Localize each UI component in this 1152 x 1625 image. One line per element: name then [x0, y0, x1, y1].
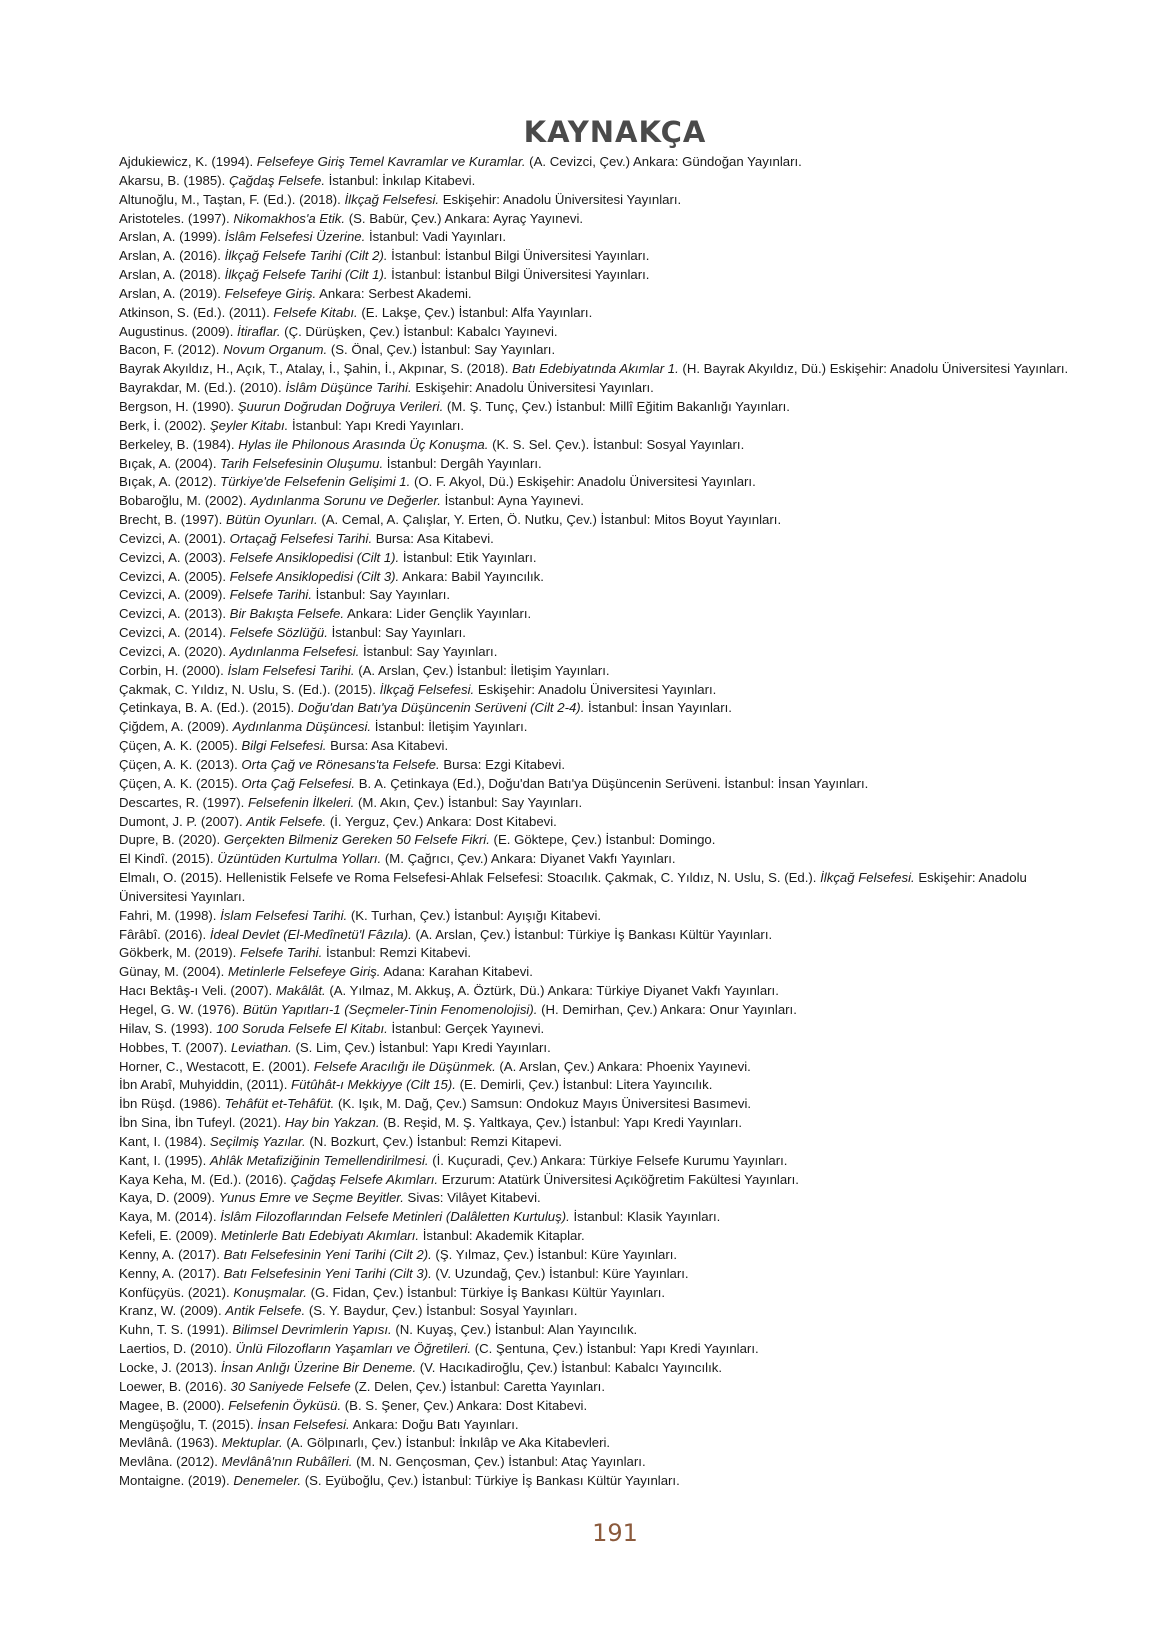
reference-entry	[119, 1076, 1079, 1095]
reference-entry	[119, 1114, 1079, 1133]
reference-author-year: Kaya, M. (2014).	[119, 1209, 221, 1225]
reference-publisher: (K. Turhan, Çev.) İstanbul: Ayışığı Kitabevi.	[347, 907, 602, 923]
reference-author-year: Bacon, F. (2012).	[119, 342, 224, 358]
reference-entry	[119, 1321, 1079, 1340]
reference-entry	[119, 568, 1079, 587]
reference-publisher: İstanbul: Say Yayınları.	[327, 625, 466, 641]
reference-entry	[119, 831, 1079, 850]
reference-publisher: (N. Bozkurt, Çev.) İstanbul: Remzi Kitapevi.	[305, 1133, 562, 1149]
reference-entry	[119, 417, 1079, 436]
reference-author-year: Kenny, A. (2017).	[119, 1246, 224, 1262]
reference-entry	[119, 172, 1079, 191]
reference-title: Felsefe Ansiklopedisi (Cilt 1).	[229, 549, 400, 565]
reference-entry	[119, 153, 1079, 172]
reference-entry	[119, 907, 1079, 926]
reference-title: Batı Edebiyatında Akımlar 1.	[512, 361, 679, 377]
reference-title: Bütün Yapıtları-1 (Seçmeler-Tinin Fenomenolojisi).	[242, 1001, 538, 1017]
reference-author-year: Bıçak, A. (2012).	[119, 474, 221, 490]
reference-author-year: Arslan, A. (2016).	[119, 248, 225, 264]
reference-entry	[119, 1095, 1079, 1114]
reference-entry	[119, 360, 1079, 379]
reference-title: Leviathan.	[230, 1039, 292, 1055]
reference-title: Denemeler.	[233, 1473, 302, 1489]
reference-title: Konuşmalar.	[233, 1284, 307, 1300]
reference-author-year: Bıçak, A. (2004).	[119, 455, 221, 471]
reference-author-year: Aristoteles. (1997).	[119, 210, 234, 226]
reference-entry	[119, 1302, 1079, 1321]
reference-author-year: Atkinson, S. (Ed.). (2011).	[119, 304, 274, 320]
reference-title: Batı Felsefesinin Yeni Tarihi (Cilt 3).	[223, 1265, 432, 1281]
reference-author-year: Loewer, B. (2016).	[119, 1378, 231, 1394]
reference-publisher: Ankara: Babil Yayıncılık.	[399, 568, 544, 584]
reference-entry	[119, 1453, 1079, 1472]
reference-title: Aydınlanma Felsefesi.	[229, 643, 360, 659]
reference-entry	[119, 285, 1079, 304]
reference-publisher: (Ş. Yılmaz, Çev.) İstanbul: Küre Yayınları.	[431, 1246, 678, 1262]
reference-publisher: İstanbul: İstanbul Bilgi Üniversitesi Yayınları.	[387, 248, 650, 264]
reference-publisher: (A. Cemal, A. Çalışlar, Y. Erten, Ö. Nutku, Çev.) İstanbul: Mitos Boyut Yayınları.	[317, 512, 782, 528]
reference-title: Felsefe Sözlüğü.	[229, 625, 328, 641]
reference-entry	[119, 1020, 1079, 1039]
reference-title: Felsefe Tarihi.	[239, 945, 323, 961]
reference-publisher: İstanbul: Say Yayınları.	[312, 587, 451, 603]
reference-publisher: (C. Şentuna, Çev.) İstanbul: Yapı Kredi Yayınları.	[471, 1341, 759, 1357]
reference-title: Şeyler Kitabı.	[209, 417, 289, 433]
reference-author-year: Dupre, B. (2020).	[119, 832, 224, 848]
reference-author-year: Berk, İ. (2002).	[119, 417, 210, 433]
reference-author-year: Mevlâna. (2012).	[119, 1454, 222, 1470]
reference-entry	[119, 756, 1079, 775]
reference-entry	[119, 737, 1079, 756]
reference-list	[119, 153, 1079, 1491]
reference-publisher: (K. S. Sel. Çev.). İstanbul: Sosyal Yayınları.	[488, 436, 745, 452]
reference-publisher: (İ. Kuçuradi, Çev.) Ankara: Türkiye Felsefe Kurumu Yayınları.	[428, 1152, 788, 1168]
reference-entry	[119, 511, 1079, 530]
reference-title: Novum Organum.	[223, 342, 328, 358]
reference-title: İlkçağ Felsefesi.	[820, 870, 915, 886]
reference-entry	[119, 1208, 1079, 1227]
reference-title: İslam Felsefesi Tarihi.	[220, 907, 348, 923]
reference-publisher: (V. Uzundağ, Çev.) İstanbul: Küre Yayınları.	[431, 1265, 689, 1281]
reference-entry	[119, 813, 1079, 832]
reference-publisher: (S. Önal, Çev.) İstanbul: Say Yayınları.	[327, 342, 556, 358]
reference-author-year: Arslan, A. (2018).	[119, 267, 225, 283]
reference-author-year: Locke, J. (2013).	[119, 1360, 221, 1375]
reference-entry	[119, 775, 1079, 794]
reference-publisher: (A. Arslan, Çev.) Ankara: Phoenix Yayınevi.	[495, 1058, 751, 1074]
reference-entry	[119, 492, 1079, 511]
reference-title: Orta Çağ ve Rönesans'ta Felsefe.	[241, 757, 440, 772]
reference-author-year: Kranz, W. (2009).	[119, 1303, 226, 1319]
reference-title: Felsefe Ansiklopedisi (Cilt 3).	[229, 568, 400, 584]
reference-entry	[119, 379, 1079, 398]
reference-publisher: Eskişehir: Anadolu Üniversitesi Yayınları.	[439, 191, 682, 207]
reference-entry	[119, 1171, 1079, 1190]
reference-publisher: (H. Demirhan, Çev.) Ankara: Onur Yayınları.	[537, 1001, 797, 1017]
reference-title: Felsefeye Giriş Temel Kavramlar ve Kuramlar.	[256, 154, 526, 169]
reference-publisher: (E. Göktepe, Çev.) İstanbul: Domingo.	[489, 832, 716, 848]
reference-entry	[119, 1434, 1079, 1453]
reference-author-year: Cevizci, A. (2014).	[119, 625, 230, 641]
reference-author-year: Kant, I. (1995).	[119, 1152, 210, 1168]
reference-title: Fütûhât-ı Mekkiyye (Cilt 15).	[291, 1077, 456, 1093]
reference-author-year: Çetinkaya, B. A. (Ed.). (2015).	[119, 700, 298, 716]
reference-title: 30 Saniyede Felsefe	[230, 1378, 351, 1394]
reference-author-year: Berkeley, B. (1984).	[119, 436, 239, 452]
reference-title: Ünlü Filozofların Yaşamları ve Öğretileri.	[235, 1341, 472, 1357]
reference-entry	[119, 586, 1079, 605]
reference-publisher: (M. Çağrıcı, Çev.) Ankara: Diyanet Vakfı Yayınları.	[381, 851, 676, 867]
reference-author-year: Hegel, G. W. (1976).	[119, 1001, 243, 1017]
reference-title: İdeal Devlet (El-Medînetü'l Fâzıla).	[209, 926, 412, 942]
reference-entry	[119, 398, 1079, 417]
reference-publisher: (K. Işık, M. Dağ, Çev.) Samsun: Ondokuz Mayıs Üniversitesi Basımevi.	[334, 1096, 752, 1112]
reference-entry	[119, 643, 1079, 662]
reference-publisher: Adana: Karahan Kitabevi.	[380, 964, 533, 980]
reference-author-year: Cevizci, A. (2009).	[119, 587, 230, 603]
reference-title: İslâm Filozoflarından Felsefe Metinleri (Dalâletten Kurtuluş).	[220, 1209, 570, 1225]
reference-entry	[119, 1397, 1079, 1416]
reference-author-year: Fahri, M. (1998).	[119, 907, 221, 923]
reference-author-year: Horner, C., Westacott, E. (2001).	[119, 1058, 314, 1074]
reference-publisher: İstanbul: Say Yayınları.	[359, 643, 498, 659]
reference-entry	[119, 266, 1079, 285]
reference-title: Çağdaş Felsefe.	[228, 172, 325, 188]
reference-entry	[119, 1340, 1079, 1359]
reference-publisher: İstanbul: İnkılap Kitabevi.	[324, 172, 476, 188]
reference-title: Batı Felsefesinin Yeni Tarihi (Cilt 2).	[223, 1246, 432, 1262]
reference-publisher: İstanbul: Remzi Kitabevi.	[322, 945, 472, 961]
reference-author-year: Fârâbî. (2016).	[119, 926, 210, 942]
reference-publisher: (S. Y. Baydur, Çev.) İstanbul: Sosyal Yayınları.	[305, 1303, 578, 1319]
reference-title: Bütün Oyunları.	[226, 512, 318, 528]
reference-author-year: Ajdukiewicz, K. (1994).	[119, 154, 257, 169]
reference-title: Felsefenin Öyküsü.	[228, 1397, 342, 1413]
reference-entry	[119, 1246, 1079, 1265]
reference-publisher: İstanbul: Vadi Yayınları.	[365, 229, 507, 245]
reference-title: İnsan Felsefesi.	[257, 1416, 350, 1432]
reference-entry	[119, 624, 1079, 643]
reference-entry	[119, 926, 1079, 945]
reference-author-year: Cevizci, A. (2020).	[119, 643, 230, 659]
reference-title: Metinlerle Felsefeye Giriş.	[227, 964, 381, 980]
reference-entry	[119, 455, 1079, 474]
reference-publisher: Eskişehir: Anadolu Üniversitesi Yayınları.	[119, 870, 1027, 904]
reference-title: Felsefe Kitabı.	[273, 304, 358, 320]
reference-publisher: İstanbul: Etik Yayınları.	[399, 549, 537, 565]
reference-entry	[119, 982, 1079, 1001]
reference-title: Hylas ile Philonous Arasında Üç Konuşma.	[238, 436, 489, 452]
reference-publisher: Bursa: Ezgi Kitabevi.	[439, 757, 565, 772]
page-title: KAYNAKÇA	[523, 115, 707, 149]
reference-author-year: Altunoğlu, M., Taştan, F. (Ed.). (2018).	[119, 191, 345, 207]
reference-entry	[119, 210, 1079, 229]
reference-author-year: Cevizci, A. (2013).	[119, 606, 230, 622]
reference-title: İlkçağ Felsefesi.	[379, 681, 475, 697]
reference-author-year: Kaya, D. (2009).	[119, 1190, 219, 1206]
reference-title: Makâlât.	[275, 983, 326, 999]
reference-publisher: (E. Lakşe, Çev.) İstanbul: Alfa Yayınları.	[357, 304, 593, 320]
reference-author-year: Bergson, H. (1990).	[119, 398, 238, 414]
reference-title: Antik Felsefe.	[246, 813, 327, 829]
reference-author-year: Hilav, S. (1993).	[119, 1020, 217, 1036]
reference-publisher: (B. S. Şener, Çev.) Ankara: Dost Kitabevi.	[341, 1397, 588, 1413]
reference-author-year: Brecht, B. (1997).	[119, 512, 227, 528]
reference-publisher: Erzurum: Atatürk Üniversitesi Açıköğretim Fakültesi Yayınları.	[438, 1171, 799, 1187]
reference-title: Çağdaş Felsefe Akımları.	[290, 1171, 439, 1187]
reference-title: Ortaçağ Felsefesi Tarihi.	[229, 530, 373, 546]
reference-entry	[119, 1359, 1079, 1378]
reference-publisher: Ankara: Serbest Akademi.	[316, 285, 472, 301]
reference-title: İslâm Felsefesi Üzerine.	[224, 229, 366, 245]
reference-publisher: Ankara: Doğu Batı Yayınları.	[349, 1416, 519, 1432]
reference-author-year: El Kindî. (2015).	[119, 851, 218, 867]
reference-entry	[119, 247, 1079, 266]
reference-entry	[119, 794, 1079, 813]
reference-entry	[119, 662, 1079, 681]
reference-publisher: İstanbul: Klasik Yayınları.	[569, 1209, 721, 1225]
reference-title: Tehâfüt et-Tehâfüt.	[224, 1096, 335, 1112]
reference-author-year: Cevizci, A. (2005).	[119, 568, 230, 584]
reference-entry	[119, 963, 1079, 982]
reference-entry	[119, 473, 1079, 492]
reference-entry	[119, 304, 1079, 323]
reference-publisher: (İ. Yerguz, Çev.) Ankara: Dost Kitabevi.	[326, 813, 557, 829]
reference-author-year: Cevizci, A. (2001).	[119, 530, 230, 546]
reference-publisher: (Z. Delen, Çev.) İstanbul: Caretta Yayınları.	[350, 1378, 605, 1394]
reference-author-year: Montaigne. (2019).	[119, 1473, 234, 1489]
reference-publisher: (A. Arslan, Çev.) İstanbul: Türkiye İş Bankası Kültür Yayınları.	[411, 926, 773, 942]
reference-entry	[119, 1265, 1079, 1284]
reference-title: Metinlerle Batı Edebiyatı Akımları.	[220, 1228, 420, 1244]
reference-title: Yunus Emre ve Seçme Beyitler.	[218, 1190, 404, 1206]
reference-entry	[119, 1133, 1079, 1152]
reference-author-year: Konfüçyüs. (2021).	[119, 1284, 234, 1300]
reference-entry	[119, 681, 1079, 700]
reference-publisher: Eskişehir: Anadolu Üniversitesi Yayınları.	[474, 681, 717, 697]
reference-entry	[119, 1039, 1079, 1058]
reference-title: 100 Soruda Felsefe El Kitabı.	[216, 1020, 388, 1036]
reference-publisher: Ankara: Lider Gençlik Yayınları.	[344, 606, 532, 622]
reference-author-year: Mengüşoğlu, T. (2015).	[119, 1416, 258, 1432]
reference-author-year: Gökberk, M. (2019).	[119, 945, 240, 961]
reference-author-year: Bayrak Akyıldız, H., Açık, T., Atalay, İ., Şahin, İ., Akpınar, S. (2018).	[119, 361, 513, 377]
reference-author-year: Hobbes, T. (2007).	[119, 1039, 231, 1055]
reference-publisher: (H. Bayrak Akyıldız, Dü.) Eskişehir: Anadolu Üniversitesi Yayınları.	[678, 361, 1069, 377]
reference-author-year: İbn Arabî, Muhyiddin, (2011).	[119, 1077, 292, 1093]
reference-author-year: Akarsu, B. (1985).	[119, 172, 229, 188]
reference-title: Şuurun Doğrudan Doğruya Verileri.	[237, 398, 444, 414]
reference-publisher: (O. F. Akyol, Dü.) Eskişehir: Anadolu Üniversitesi Yayınları.	[410, 474, 756, 490]
reference-entry	[119, 228, 1079, 247]
reference-publisher: (A. Arslan, Çev.) İstanbul: İletişim Yayınları.	[354, 662, 610, 678]
reference-publisher: (M. Ş. Tunç, Çev.) İstanbul: Millî Eğitim Bakanlığı Yayınları.	[443, 398, 790, 414]
reference-entry	[119, 436, 1079, 455]
reference-publisher: B. A. Çetinkaya (Ed.), Doğu'dan Batı'ya Düşüncenin Serüveni. İstanbul: İnsan Yayınları.	[355, 775, 869, 791]
reference-title: Gerçekten Bilmeniz Gereken 50 Felsefe Fikri.	[223, 832, 490, 848]
reference-author-year: Magee, B. (2000).	[119, 1397, 229, 1413]
reference-title: Antik Felsefe.	[225, 1303, 306, 1319]
reference-author-year: Kant, I. (1984).	[119, 1133, 210, 1149]
reference-publisher: İstanbul: Yapı Kredi Yayınları.	[288, 417, 465, 433]
reference-publisher: Bursa: Asa Kitabevi.	[372, 530, 494, 546]
reference-publisher: (Ç. Dürüşken, Çev.) İstanbul: Kabalcı Yayınevi.	[280, 323, 558, 339]
reference-title: İnsan Anlığı Üzerine Bir Deneme.	[220, 1360, 417, 1375]
reference-publisher: Eskişehir: Anadolu Üniversitesi Yayınları.	[411, 380, 654, 396]
reference-entry	[119, 699, 1079, 718]
reference-publisher: (A. Yılmaz, M. Akkuş, A. Öztürk, Dü.) Ankara: Türkiye Diyanet Vakfı Yayınları.	[325, 983, 779, 999]
reference-author-year: Corbin, H. (2000).	[119, 662, 228, 678]
reference-title: Türkiye'de Felsefenin Gelişimi 1.	[220, 474, 411, 490]
reference-author-year: Çüçen, A. K. (2005).	[119, 738, 242, 754]
reference-title: İlkçağ Felsefe Tarihi (Cilt 2).	[224, 248, 388, 264]
reference-title: İtiraflar.	[237, 323, 281, 339]
reference-entry	[119, 1378, 1079, 1397]
reference-author-year: Çakmak, C. Yıldız, N. Uslu, S. (Ed.). (2015).	[119, 681, 380, 697]
reference-publisher: (G. Fidan, Çev.) İstanbul: Türkiye İş Bankası Kültür Yayınları.	[306, 1284, 666, 1300]
reference-author-year: Dumont, J. P. (2007).	[119, 813, 247, 829]
reference-publisher: İstanbul: Akademik Kitaplar.	[419, 1228, 585, 1244]
reference-entry	[119, 1058, 1079, 1077]
reference-publisher: (N. Kuyaş, Çev.) İstanbul: Alan Yayıncılık.	[391, 1322, 638, 1338]
reference-title: Nikomakhos'a Etik.	[233, 210, 346, 226]
reference-title: Doğu'dan Batı'ya Düşüncenin Serüveni (Cilt 2-4).	[297, 700, 585, 716]
reference-author-year: Çiğdem, A. (2009).	[119, 719, 233, 735]
reference-publisher: İstanbul: İletişim Yayınları.	[371, 719, 528, 735]
reference-author-year: Kenny, A. (2017).	[119, 1265, 224, 1281]
reference-title: İslam Felsefesi Tarihi.	[227, 662, 355, 678]
reference-publisher: (M. Akın, Çev.) İstanbul: Say Yayınları.	[354, 794, 583, 810]
reference-entry	[119, 1416, 1079, 1435]
reference-author-year: Bayrakdar, M. (Ed.). (2010).	[119, 380, 286, 396]
reference-title: Bilgi Felsefesi.	[241, 738, 327, 754]
reference-author-year: Descartes, R. (1997).	[119, 794, 248, 810]
reference-publisher: Bursa: Asa Kitabevi.	[326, 738, 449, 754]
reference-publisher: İstanbul: Ayna Yayınevi.	[440, 493, 584, 509]
reference-entry	[119, 549, 1079, 568]
reference-entry	[119, 1284, 1079, 1303]
reference-entry	[119, 1152, 1079, 1171]
reference-entry	[119, 1001, 1079, 1020]
reference-entry	[119, 191, 1079, 210]
reference-title: Ahlâk Metafiziğinin Temellendirilmesi.	[209, 1152, 429, 1168]
reference-entry	[119, 1227, 1079, 1246]
reference-entry	[119, 341, 1079, 360]
reference-title: Tarih Felsefesinin Oluşumu.	[220, 455, 384, 471]
reference-publisher: İstanbul: İstanbul Bilgi Üniversitesi Yayınları.	[387, 267, 650, 283]
reference-publisher: (M. N. Gençosman, Çev.) İstanbul: Ataç Yayınları.	[352, 1454, 646, 1470]
reference-title: Aydınlanma Sorunu ve Değerler.	[250, 493, 441, 509]
reference-publisher: İstanbul: Dergâh Yayınları.	[383, 455, 542, 471]
reference-entry	[119, 850, 1079, 869]
reference-title: İslâm Düşünce Tarihi.	[285, 380, 412, 396]
reference-publisher: (S. Lim, Çev.) İstanbul: Yapı Kredi Yayınları.	[291, 1039, 551, 1055]
reference-title: Felsefe Tarihi.	[229, 587, 313, 603]
reference-publisher: Sivas: Vilâyet Kitabevi.	[403, 1190, 541, 1206]
reference-publisher: (S. Eyüboğlu, Çev.) İstanbul: Türkiye İş Bankası Kültür Yayınları.	[301, 1473, 680, 1489]
reference-entry	[119, 605, 1079, 624]
reference-author-year: Arslan, A. (2019).	[119, 285, 225, 301]
reference-author-year: Arslan, A. (1999).	[119, 229, 225, 245]
reference-entry	[119, 718, 1079, 737]
reference-entry	[119, 323, 1079, 342]
reference-publisher: İstanbul: Gerçek Yayınevi.	[387, 1020, 545, 1036]
reference-title: İlkçağ Felsefe Tarihi (Cilt 1).	[224, 267, 388, 283]
reference-entry	[119, 530, 1079, 549]
reference-title: Felsefenin İlkeleri.	[248, 794, 355, 810]
reference-publisher: (V. Hacıkadiroğlu, Çev.) İstanbul: Kabalcı Yayıncılık.	[416, 1360, 723, 1375]
reference-author-year: Augustinus. (2009).	[119, 323, 238, 339]
reference-author-year: Günay, M. (2004).	[119, 964, 228, 980]
reference-entry	[119, 869, 1079, 907]
reference-title: Felsefe Aracılığı ile Düşünmek.	[313, 1058, 496, 1074]
reference-publisher: (A. Gölpınarlı, Çev.) İstanbul: İnkılâp ve Aka Kitabevleri.	[282, 1435, 611, 1451]
reference-publisher: (E. Demirli, Çev.) İstanbul: Litera Yayıncılık.	[455, 1077, 713, 1093]
reference-author-year: İbn Rüşd. (1986).	[119, 1096, 225, 1112]
reference-title: Felsefeye Giriş.	[224, 285, 317, 301]
reference-publisher: (B. Reşid, M. Ş. Yaltkaya, Çev.) İstanbul: Yapı Kredi Yayınları.	[379, 1115, 743, 1131]
reference-entry	[119, 944, 1079, 963]
reference-entry	[119, 1472, 1079, 1491]
reference-author-year: Cevizci, A. (2003).	[119, 549, 230, 565]
reference-author-year: Bobaroğlu, M. (2002).	[119, 493, 251, 509]
reference-title: İlkçağ Felsefesi.	[344, 191, 440, 207]
reference-author-year: Çüçen, A. K. (2013).	[119, 757, 242, 772]
reference-title: Seçilmiş Yazılar.	[209, 1133, 306, 1149]
reference-author-year: Çüçen, A. K. (2015).	[119, 775, 242, 791]
reference-author-year: Mevlânâ. (1963).	[119, 1435, 222, 1451]
reference-author-year: Laertios, D. (2010).	[119, 1341, 236, 1357]
reference-author-year: Kaya Keha, M. (Ed.). (2016).	[119, 1171, 291, 1187]
reference-title: Hay bin Yakzan.	[284, 1115, 380, 1131]
reference-author-year: Kuhn, T. S. (1991).	[119, 1322, 233, 1338]
reference-author-year: Elmalı, O. (2015). Hellenistik Felsefe ve Roma Felsefesi-Ahlak Felsefesi: Stoacılık. Çakmak, C. Yıldız, N. Uslu, S. (Ed.).	[119, 870, 821, 886]
reference-entry	[119, 1189, 1079, 1208]
page-number: 191	[592, 1519, 638, 1547]
reference-author-year: Kefeli, E. (2009).	[119, 1228, 221, 1244]
reference-publisher: (S. Babür, Çev.) Ankara: Ayraç Yayınevi.	[345, 210, 584, 226]
reference-publisher: İstanbul: İnsan Yayınları.	[584, 700, 732, 716]
reference-title: Bir Bakışta Felsefe.	[229, 606, 345, 622]
reference-author-year: Hacı Bektâş-ı Veli. (2007).	[119, 983, 276, 999]
reference-publisher: (A. Cevizci, Çev.) Ankara: Gündoğan Yayınları.	[525, 154, 802, 169]
reference-title: Bilimsel Devrimlerin Yapısı.	[232, 1322, 392, 1338]
reference-title: Orta Çağ Felsefesi.	[241, 775, 356, 791]
reference-title: Üzüntüden Kurtulma Yolları.	[217, 851, 382, 867]
reference-title: Aydınlanma Düşüncesi.	[232, 719, 372, 735]
reference-title: Mevlânâ'nın Rubâîleri.	[221, 1454, 353, 1470]
reference-title: Mektuplar.	[221, 1435, 283, 1451]
reference-author-year: İbn Sina, İbn Tufeyl. (2021).	[119, 1115, 285, 1131]
